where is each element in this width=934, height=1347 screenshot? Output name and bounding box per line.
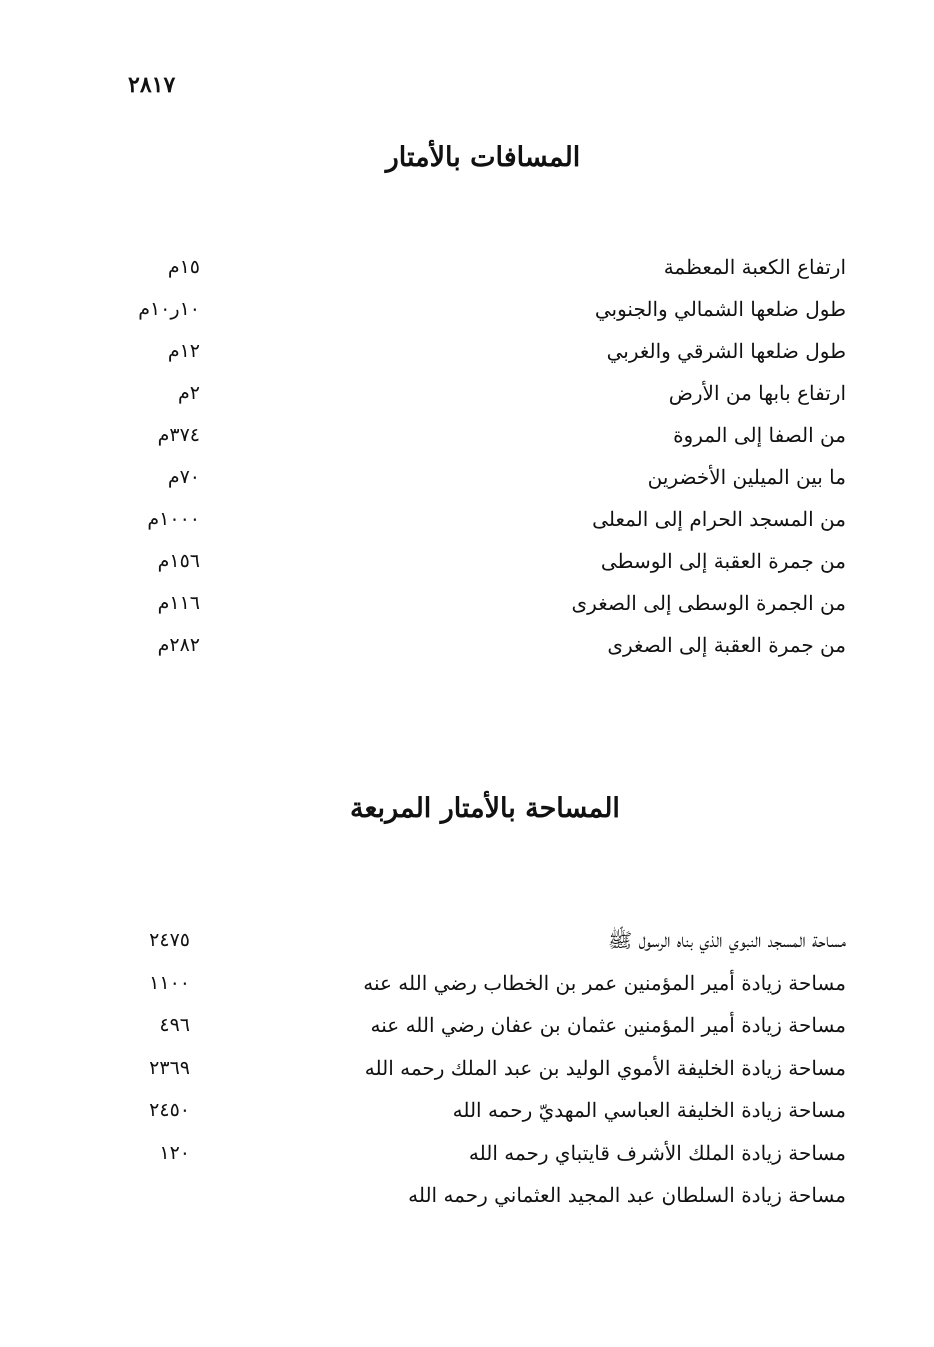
- distance-label: من المسجد الحرام إلى المعلى: [592, 507, 846, 531]
- distance-label: طول ضلعها الشمالي والجنوبي: [594, 297, 846, 321]
- distance-value: ١٥م: [167, 256, 200, 278]
- distance-label: ارتفاع بابها من الأرض: [668, 381, 846, 405]
- area-row: [0, 1095, 934, 1138]
- distance-value: ٢م: [178, 382, 200, 404]
- area-row: [0, 1010, 934, 1053]
- area-row: [0, 968, 934, 1011]
- areas-list: [0, 925, 934, 1223]
- area-row: [0, 1180, 934, 1223]
- distance-label: من جمرة العقبة إلى الوسطى: [600, 549, 846, 573]
- section-title-areas: المساحة بالأمتار المربعة: [350, 793, 620, 824]
- distance-label: طول ضلعها الشرقي والغربي: [606, 339, 846, 363]
- area-row: [0, 1138, 934, 1181]
- distance-row: [0, 420, 934, 462]
- area-row: [0, 1053, 934, 1096]
- distance-label: من الجمرة الوسطى إلى الصغرى: [571, 591, 846, 615]
- distance-value: ١٠ر١٠م: [138, 298, 200, 320]
- distance-label: ارتفاع الكعبة المعظمة: [663, 255, 846, 279]
- distance-row: [0, 378, 934, 420]
- distance-row: [0, 630, 934, 672]
- area-label: مساحة زيادة أمير المؤمنين عمر بن الخطاب رضي الله عنه: [363, 970, 846, 995]
- distance-row: [0, 336, 934, 378]
- section-title-distances: المسافات بالأمتار: [385, 142, 581, 173]
- distance-row: [0, 462, 934, 504]
- distance-row: [0, 294, 934, 336]
- area-value: ١٢٠: [159, 1141, 190, 1164]
- distance-row: [0, 252, 934, 294]
- area-value: ٢٤٥٠: [149, 1099, 190, 1121]
- distance-label: من جمرة العقبة إلى الصغرى: [607, 633, 846, 657]
- distance-value: ٣٧٤م: [157, 424, 200, 446]
- area-value: ٢٤٧٥: [149, 929, 190, 951]
- page-number: ٢٨١٧: [128, 72, 176, 98]
- distances-list: [0, 252, 934, 672]
- area-value: ١١٠٠: [149, 971, 190, 994]
- area-label: مساحة المسجد النبوي الذي بناه الرسول ﷺ: [608, 928, 846, 952]
- area-value: ٤٩٦: [159, 1014, 190, 1036]
- distance-value: ١١٦م: [157, 592, 200, 614]
- area-label: مساحة زيادة الخليفة الأموي الوليد بن عبد الملك رحمه الله: [364, 1055, 846, 1080]
- distance-value: ٧٠م: [167, 466, 200, 488]
- distance-label: من الصفا إلى المروة: [673, 423, 846, 447]
- distance-value: ٢٨٢م: [157, 634, 200, 656]
- area-row: [0, 925, 934, 968]
- area-label: مساحة زيادة أمير المؤمنين عثمان بن عفان رضي الله عنه: [370, 1013, 846, 1037]
- distance-row: [0, 546, 934, 588]
- area-value: ٢٣٦٩: [149, 1056, 190, 1079]
- area-label: مساحة زيادة السلطان عبد المجيد العثماني رحمه الله: [408, 1183, 846, 1207]
- distance-value: ١٢م: [167, 340, 200, 362]
- area-label: مساحة زيادة الملك الأشرف قايتباي رحمه الله: [468, 1140, 846, 1165]
- distance-value: ١٠٠٠م: [147, 508, 200, 530]
- distance-value: ١٥٦م: [157, 550, 200, 572]
- area-label: مساحة زيادة الخليفة العباسي المهديّ رحمه الله: [452, 1098, 846, 1122]
- distance-label: ما بين الميلين الأخضرين: [647, 465, 846, 489]
- distance-row: [0, 504, 934, 546]
- distance-row: [0, 588, 934, 630]
